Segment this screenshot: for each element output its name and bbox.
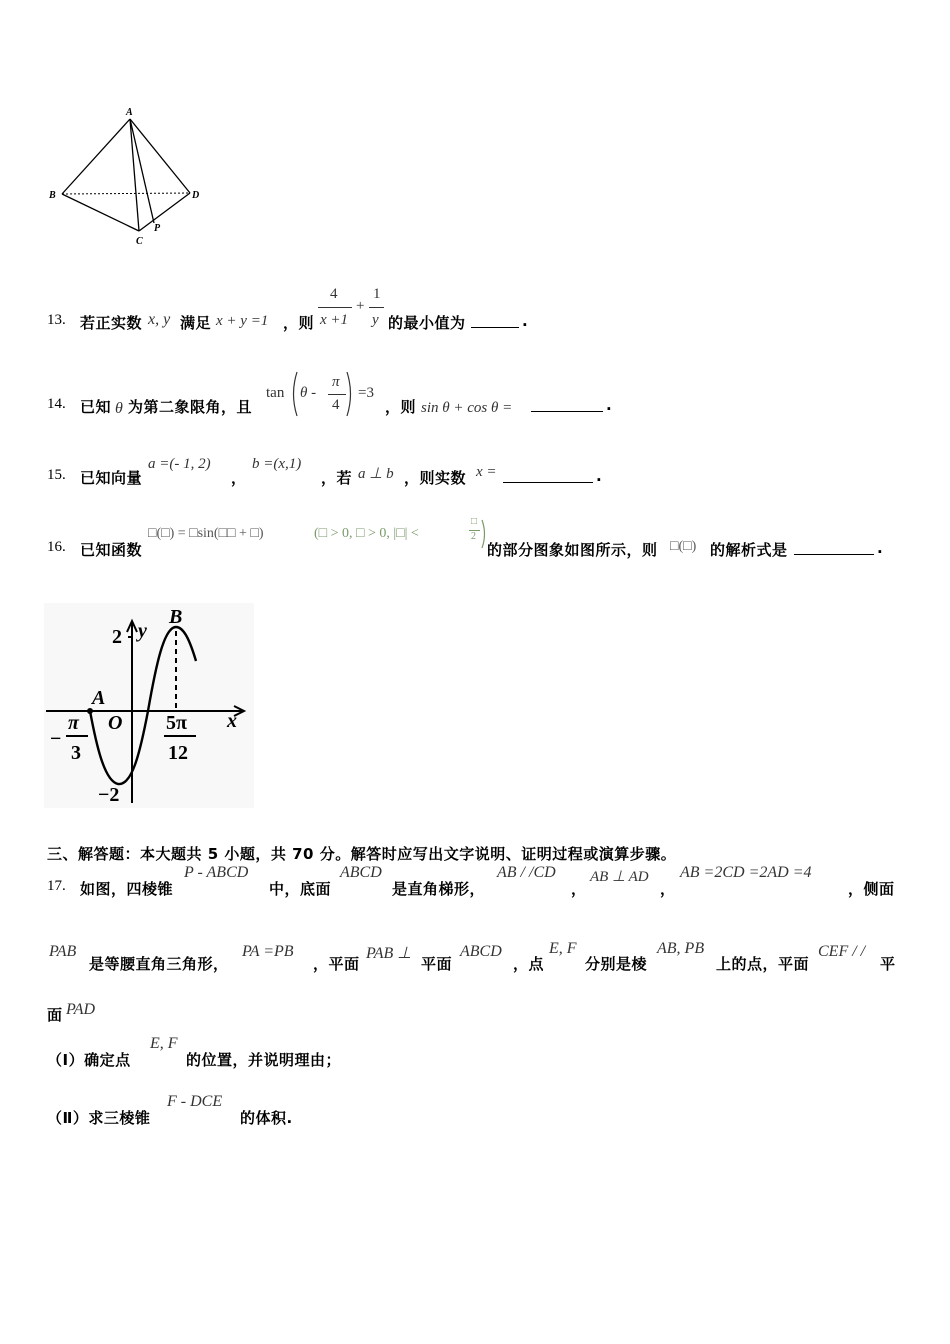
q17-l2-math-7: CEF / / [818,943,866,960]
q13-end: . [522,312,529,330]
q14-right-paren [345,370,355,418]
q15-vector-b: b =(x,1) [252,456,302,472]
graph-pos-x-num: 5π [166,712,187,734]
q13-text-1: 若正实数 [80,314,143,332]
q17-l2-text-3: 平面 [421,955,453,973]
q13-number: 13. [47,312,66,328]
q17-part2-math: F - DCE [167,1093,223,1110]
q14-inner: θ - [300,385,317,401]
q16-text-2: 的部分图象如图所示，则 [487,541,658,559]
q17-l2-math-6: AB, PB [657,940,705,957]
q13-text-4: 的最小值为 [388,314,466,332]
q16-text-3: 的解析式是 [710,541,788,559]
q15-text-1: 已知向量 [80,469,143,487]
label-p: P [154,223,161,234]
q15-text-2: ，若 [321,469,353,487]
q14-theta: θ [115,400,123,417]
q16-number: 16. [47,539,66,555]
q13-vars: x, y [148,311,171,328]
q17-part2-label: （Ⅱ）求三棱锥 [47,1109,151,1127]
graph-neg-x-sign: − [50,728,62,750]
q17-l1-math-1: P - ABCD [184,864,249,881]
q17-l2-text-5: 分别是棱 [585,955,648,973]
q17-part1-text: 的位置，并说明理由； [186,1051,342,1069]
q14-expression: sin θ + cos θ = [421,400,513,416]
q17-l1-text-2: 中，底面 [269,880,332,898]
q17-l1-math-5: AB =2CD =2AD =4 [680,864,812,881]
graph-max-label: 2 [112,626,122,648]
q17-l2-math-5: E, F [549,940,577,957]
q13-text-3: ，则 [283,314,315,332]
q14-pi: π [332,374,340,390]
q17-l2-text-1: 是等腰直角三角形， [89,955,229,973]
q14-answer-blank[interactable] [531,397,603,412]
graph-point-a: A [92,687,106,709]
q15-comma: ， [231,469,247,487]
q17-l1-text-4: ，侧面 [848,880,895,898]
q14-four: 4 [332,397,340,413]
q13-frac1-num: 4 [330,286,338,302]
q17-l2-math-3: PAB ⊥ [366,945,412,962]
q14-text-3: ，则 [385,398,417,416]
q16-function: □(□) = □sin(□□ + □) [148,526,264,541]
q17-l2-math-1: PAB [49,943,77,960]
q14-tan: tan [266,385,285,401]
q17-l1-math-3: AB / /CD [497,864,556,881]
graph-pos-x-den: 12 [168,742,188,764]
q13-frac1-bar [318,307,352,308]
q17-l2-text-7: 平 [880,955,896,973]
q17-l2-math-4: ABCD [460,943,502,960]
q14-frac-bar [328,394,346,395]
q17-l1-comma-1: ， [571,880,587,898]
q17-l1-text-1: 如图，四棱锥 [80,880,174,898]
q14-text-2: 为第二象限角，且 [128,398,253,416]
q15-number: 15. [47,467,66,483]
q17-l1-math-4: AB ⊥ AD [590,869,649,885]
q17-l2-text-2: ，平面 [313,955,360,973]
q13-frac2-den: y [372,312,379,328]
graph-neg-x-num: π [68,712,79,734]
q15-end: . [596,467,603,485]
q16-condition: (□ > 0, □ > 0, |□| < [314,526,419,541]
q15-text-3: ，则实数 [404,469,467,487]
q13-equation: x + y =1 [216,313,269,329]
sine-graph-figure [44,603,254,808]
q17-number: 17. [47,878,66,894]
q16-answer-blank[interactable] [794,540,874,555]
label-d: D [192,190,200,201]
graph-origin: O [108,712,123,734]
q16-frac-num: □ [471,516,478,527]
q17-l1-comma-2: ， [660,880,676,898]
q13-frac2-num: 1 [373,286,381,302]
q14-number: 14. [47,396,66,412]
graph-min-label: −2 [98,784,120,806]
q16-frac-den: 2 [471,531,476,542]
q17-l2-text-6: 上的点，平面 [716,955,810,973]
q17-l2-math-2: PA =PB [242,943,294,960]
q17-part1-math: E, F [150,1035,178,1052]
graph-neg-x-den: 3 [71,742,81,764]
q15-vector-a: a =(- 1, 2) [148,456,211,472]
q15-perp: a ⊥ b [358,466,394,482]
q17-part2-text: 的体积. [240,1109,293,1127]
q16-text-1: 已知函数 [80,541,143,559]
graph-y-label: y [138,620,147,642]
q14-equals: =3 [358,385,374,401]
label-b: B [49,190,56,201]
q17-part1-label: （Ⅰ）确定点 [47,1051,131,1069]
q17-l3-text-1: 面 [47,1006,63,1024]
q17-l1-math-2: ABCD [340,864,382,881]
q15-x: x = [476,464,497,480]
q17-l2-text-4: ，点 [513,955,545,973]
q13-frac1-den: x +1 [320,312,349,328]
graph-x-label: x [227,710,237,732]
q16-end: . [877,539,884,557]
q14-end: . [606,396,613,414]
pyramid-figure [44,104,214,250]
q13-plus: + [356,298,365,314]
graph-point-b: B [169,606,183,628]
q17-l1-text-3: 是直角梯形， [392,880,486,898]
label-a: A [126,107,133,118]
q16-fx: □(□) [670,539,697,554]
q15-answer-blank[interactable] [503,468,593,483]
label-c: C [136,236,143,247]
q13-answer-blank[interactable] [471,313,519,328]
q13-text-2: 满足 [180,314,212,332]
q13-frac2-bar [369,307,384,308]
section-3-heading: 三、解答题：本大题共 5 小题，共 70 分。解答时应写出文字说明、证明过程或演算步骤。 [47,845,677,863]
q14-text-1: 已知 [80,398,112,416]
q14-left-paren [289,370,299,418]
q17-l3-math-1: PAD [66,1001,96,1018]
